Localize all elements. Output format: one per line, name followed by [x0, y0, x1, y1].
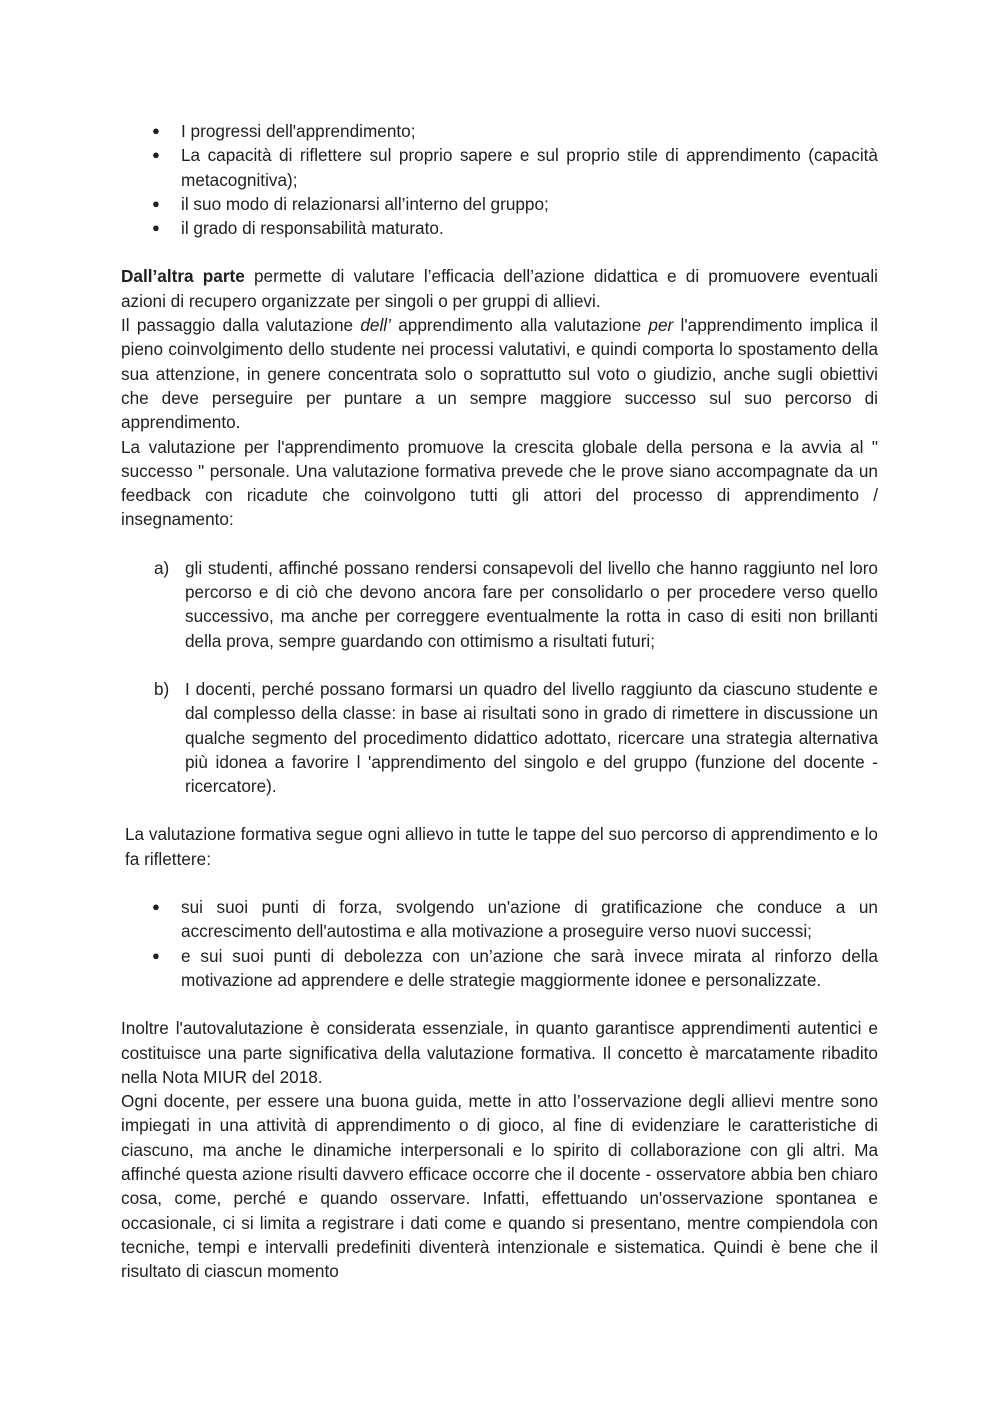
bullet-icon: ●: [152, 899, 160, 915]
list-item: a) gli studenti, affinché possano rendersi consapevoli del livello che hanno raggiunto nel loro percorso e di ciò che devono ancora fare per consolidarlo o per procedere verso quello successivo, ma anche per correggere eventualmente la rotta in caso di esiti non brillanti della prova, sempre guardando con ottimismo a risultati futuri;: [154, 557, 878, 651]
list-item: ● sui suoi punti di forza, svolgendo un'azione di gratificazione che conduce a un accrescimento dell'autostima e alla motivazione a proseguire verso nuovi successi;: [152, 897, 878, 942]
list-marker: b): [154, 678, 170, 699]
paragraph: La valutazione per l'apprendimento promuove la crescita globale della persona e la avvia al " successo " personale. Una valutazione formativa prevede che le prove siano accompagnate da un feedback con ricadute che coinvolgono tutti gli attori del processo di apprendimento / insegnamento:: [121, 436, 878, 530]
list-item: ● La capacità di riflettere sul proprio sapere e sul proprio stile di apprendimento (capacità metacognitiva);: [152, 145, 878, 190]
paragraph: Dall’altra parte permette di valutare l’efficacia dell’azione didattica e di promuovere eventuali azioni di recupero organizzate per singoli o per gruppi di allievi.: [121, 266, 878, 311]
document-page: [121, 119, 878, 1283]
paragraph: Il passaggio dalla valutazione dell’ apprendimento alla valutazione per l'apprendimento implica il pieno coinvolgimento dello studente nei processi valutativi, e quindi comporta lo spostamento della sua attenzione, in genere concentrata solo o soprattutto sul voto o giudizio, anche sugli obiettivi che deve perseguire per puntare a un sempre maggiore successo sul suo percorso di apprendimento.: [121, 315, 878, 433]
paragraph: La valutazione formativa segue ogni allievo in tutte le tappe del suo percorso di apprendimento e lo fa riflettere:: [125, 824, 878, 869]
paragraph: Inoltre l'autovalutazione è considerata essenziale, in quanto garantisce apprendimenti autentici e costituisce una parte significativa della valutazione formativa. Il concetto è marcatamente ribadito nella Nota MIUR del 2018.: [121, 1018, 878, 1087]
list-item: ● il suo modo di relazionarsi all’interno del gruppo;: [121, 192, 878, 216]
bullet-icon: ●: [152, 220, 160, 236]
alpha-list: [121, 677, 878, 798]
bullet-list-mid: [121, 895, 878, 992]
bullet-list-top: [121, 119, 878, 240]
list-item: ● I progressi dell'apprendimento;: [121, 119, 878, 143]
list-item: ● e sui suoi punti di debolezza con un’azione che sarà invece mirata al rinforzo della motivazione ad apprendere e delle strategie maggiormente idonee e personalizzate.: [152, 945, 878, 990]
bullet-icon: ●: [152, 947, 160, 963]
list-item: ● il grado di responsabilità maturato.: [121, 216, 878, 240]
bullet-icon: ●: [152, 123, 160, 138]
bullet-icon: ●: [152, 195, 160, 211]
paragraph: Ogni docente, per essere una buona guida, mette in atto l’osservazione degli allievi mentre sono impiegati in una attività di apprendimento o di gioco, al fine di evidenziare le caratteristiche di ciascuno, ma anche le dinamiche interpersonali e lo spirito di collaborazione con gli altri. Ma affinché questa azione risulti davvero efficace occorre che il docente - osservatore abbia ben chiaro cosa, come, perché e quando osservare. Infatti, effettuando un'osservazione spontanea e occasionale, ci si limita a registrare i dati come e quando si presentano, mentre compiendola con tecniche, tempi e intervalli predefiniti diventerà intenzionale e sistematica. Quindi è bene che il risultato di ciascun momento: [121, 1091, 878, 1282]
list-marker: a): [154, 557, 170, 578]
bullet-icon: ●: [152, 147, 160, 163]
list-item: b) I docenti, perché possano formarsi un quadro del livello raggiunto da ciascuno studente e dal complesso della classe: in base ai risultati sono in grado di rimettere in discussione un qualche segmento del procedimento didattico adottato, ricercare una strategia alternativa più idonea a favorire l 'apprendimento del singolo e del gruppo (funzione del docente - ricercatore).: [154, 678, 878, 797]
alpha-list: [121, 556, 878, 653]
